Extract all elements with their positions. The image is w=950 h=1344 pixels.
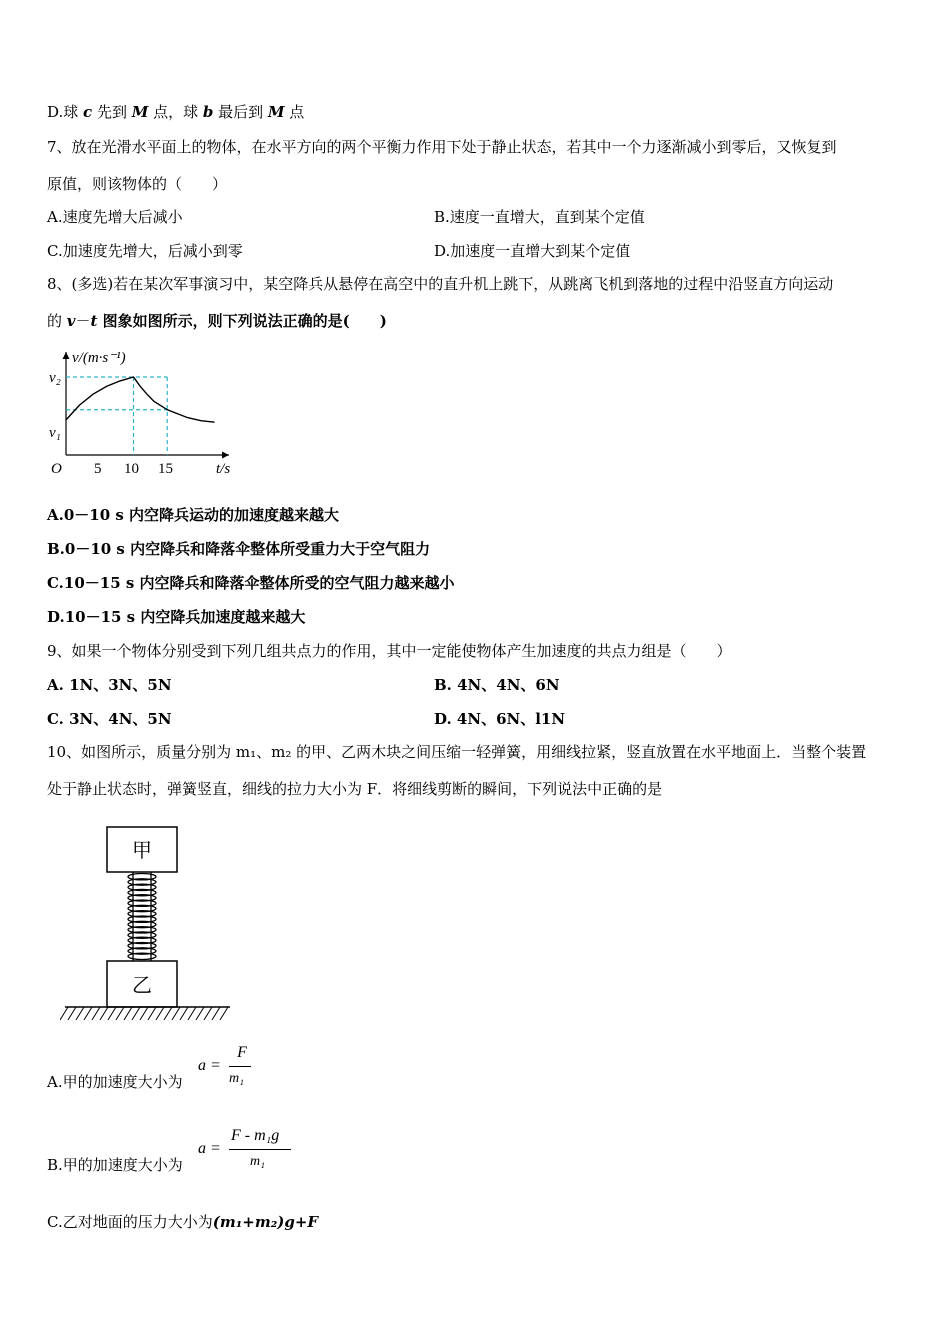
q9-option-c: C. 3N、4N、5N xyxy=(47,710,172,728)
q10-option-b-fraction-bar xyxy=(229,1149,291,1150)
hatch-line xyxy=(220,1007,228,1020)
hatch-line xyxy=(212,1007,220,1020)
q10-stem-line1: 10、如图所示，质量分别为 m₁、m₂ 的甲、乙两木块之间压缩一轻弹簧，用细线拉紧，竖直放置在水平地面上．当整个装置 xyxy=(47,743,867,761)
q10-option-a-lhs: a = xyxy=(198,1057,221,1074)
q8-option-a: A.0－10 s 内空降兵运动的加速度越来越大 xyxy=(47,506,340,524)
y-axis-label: v/(m·s⁻¹) xyxy=(72,350,126,366)
hatch-line xyxy=(124,1007,132,1020)
q10-option-b-num: F - m₁g xyxy=(231,1127,280,1144)
origin-label: O xyxy=(51,461,62,477)
hatch-line xyxy=(196,1007,204,1020)
hatch-line xyxy=(180,1007,188,1020)
q9-stem: 9、如果一个物体分别受到下列几组共点力的作用，其中一定能使物体产生加速度的共点力组是（ ） xyxy=(47,642,732,660)
spring xyxy=(128,874,156,960)
q7-option-c: C.加速度先增大，后减小到零 xyxy=(47,242,243,260)
hatch-line xyxy=(164,1007,172,1020)
q8-stem-line1: 8、(多选)若在某次军事演习中，某空降兵从悬停在高空中的直升机上跳下，从跳离飞机到落地的过程中沿竖直方向运动 xyxy=(47,275,834,293)
q9-option-a: A. 1N、3N、5N xyxy=(47,676,172,694)
q10-option-b-label: B.甲的加速度大小为 xyxy=(47,1156,183,1174)
x-tick-10: 10 xyxy=(124,461,139,477)
block-bottom-label: 乙 xyxy=(132,975,152,997)
y-tick-v2: v₂ xyxy=(49,370,61,386)
x-axis-label: t/s xyxy=(216,461,231,477)
hatch-line xyxy=(132,1007,140,1020)
q10-option-a-num: F xyxy=(237,1044,247,1061)
q8-option-d: D.10－15 s 内空降兵加速度越来越大 xyxy=(47,608,306,626)
q10-option-c: C.乙对地面的压力大小为(m₁+m₂)g+F xyxy=(47,1213,319,1231)
hatch-line xyxy=(204,1007,212,1020)
hatch-line xyxy=(100,1007,108,1020)
x-tick-15: 15 xyxy=(158,461,173,477)
q7-option-d: D.加速度一直增大到某个定值 xyxy=(434,242,631,260)
q7-stem-line1: 7、放在光滑水平面上的物体，在水平方向的两个平衡力作用下处于静止状态，若其中一个力逐渐减小到零后，又恢复到 xyxy=(47,138,837,156)
block-top-label: 甲 xyxy=(132,840,152,862)
hatch-line xyxy=(76,1007,84,1020)
hatch-line xyxy=(60,1007,68,1020)
hatch-line xyxy=(116,1007,124,1020)
q10-stem-line2: 处于静止状态时，弹簧竖直，细线的拉力大小为 F．将细线剪断的瞬间，下列说法中正确的是 xyxy=(47,780,663,798)
q7-option-a: A.速度先增大后减小 xyxy=(47,208,183,226)
q10-option-a-fraction-bar xyxy=(229,1066,251,1067)
x-tick-5: 5 xyxy=(94,461,102,477)
v-t-chart xyxy=(44,340,244,480)
q10-option-b-lhs: a = xyxy=(198,1140,221,1157)
y-tick-v1: v₁ xyxy=(49,425,61,441)
q10-option-a-den: m₁ xyxy=(229,1071,244,1086)
hatch-line xyxy=(172,1007,180,1020)
q9-option-b: B. 4N、4N、6N xyxy=(434,676,560,694)
hatch-line xyxy=(68,1007,76,1020)
hatch-line xyxy=(108,1007,116,1020)
q7-option-b: B.速度一直增大，直到某个定值 xyxy=(434,208,645,226)
q10-option-b-den: m₁ xyxy=(250,1154,265,1169)
v-t-curve xyxy=(66,377,215,422)
q8-stem-line2: 的 v－t 图象如图所示，则下列说法正确的是( ) xyxy=(47,312,387,330)
hatch-line xyxy=(156,1007,164,1020)
hatch-line xyxy=(140,1007,148,1020)
q10-option-a-label: A.甲的加速度大小为 xyxy=(47,1073,183,1091)
hatch-line xyxy=(188,1007,196,1020)
hatch-line xyxy=(84,1007,92,1020)
q8-option-b: B.0－10 s 内空降兵和降落伞整体所受重力大于空气阻力 xyxy=(47,540,431,558)
q8-option-c: C.10－15 s 内空降兵和降落伞整体所受的空气阻力越来越小 xyxy=(47,574,455,592)
q6-option-d: D.球 c 先到 M 点，球 b 最后到 M 点 xyxy=(47,103,305,121)
hatch-line xyxy=(92,1007,100,1020)
q7-stem-line2: 原值，则该物体的（ ） xyxy=(47,175,228,193)
q9-option-d: D. 4N、6N、l1N xyxy=(434,710,566,728)
spring-block-figure xyxy=(60,820,240,1030)
hatch-line xyxy=(148,1007,156,1020)
ground-hatching xyxy=(60,1007,228,1020)
